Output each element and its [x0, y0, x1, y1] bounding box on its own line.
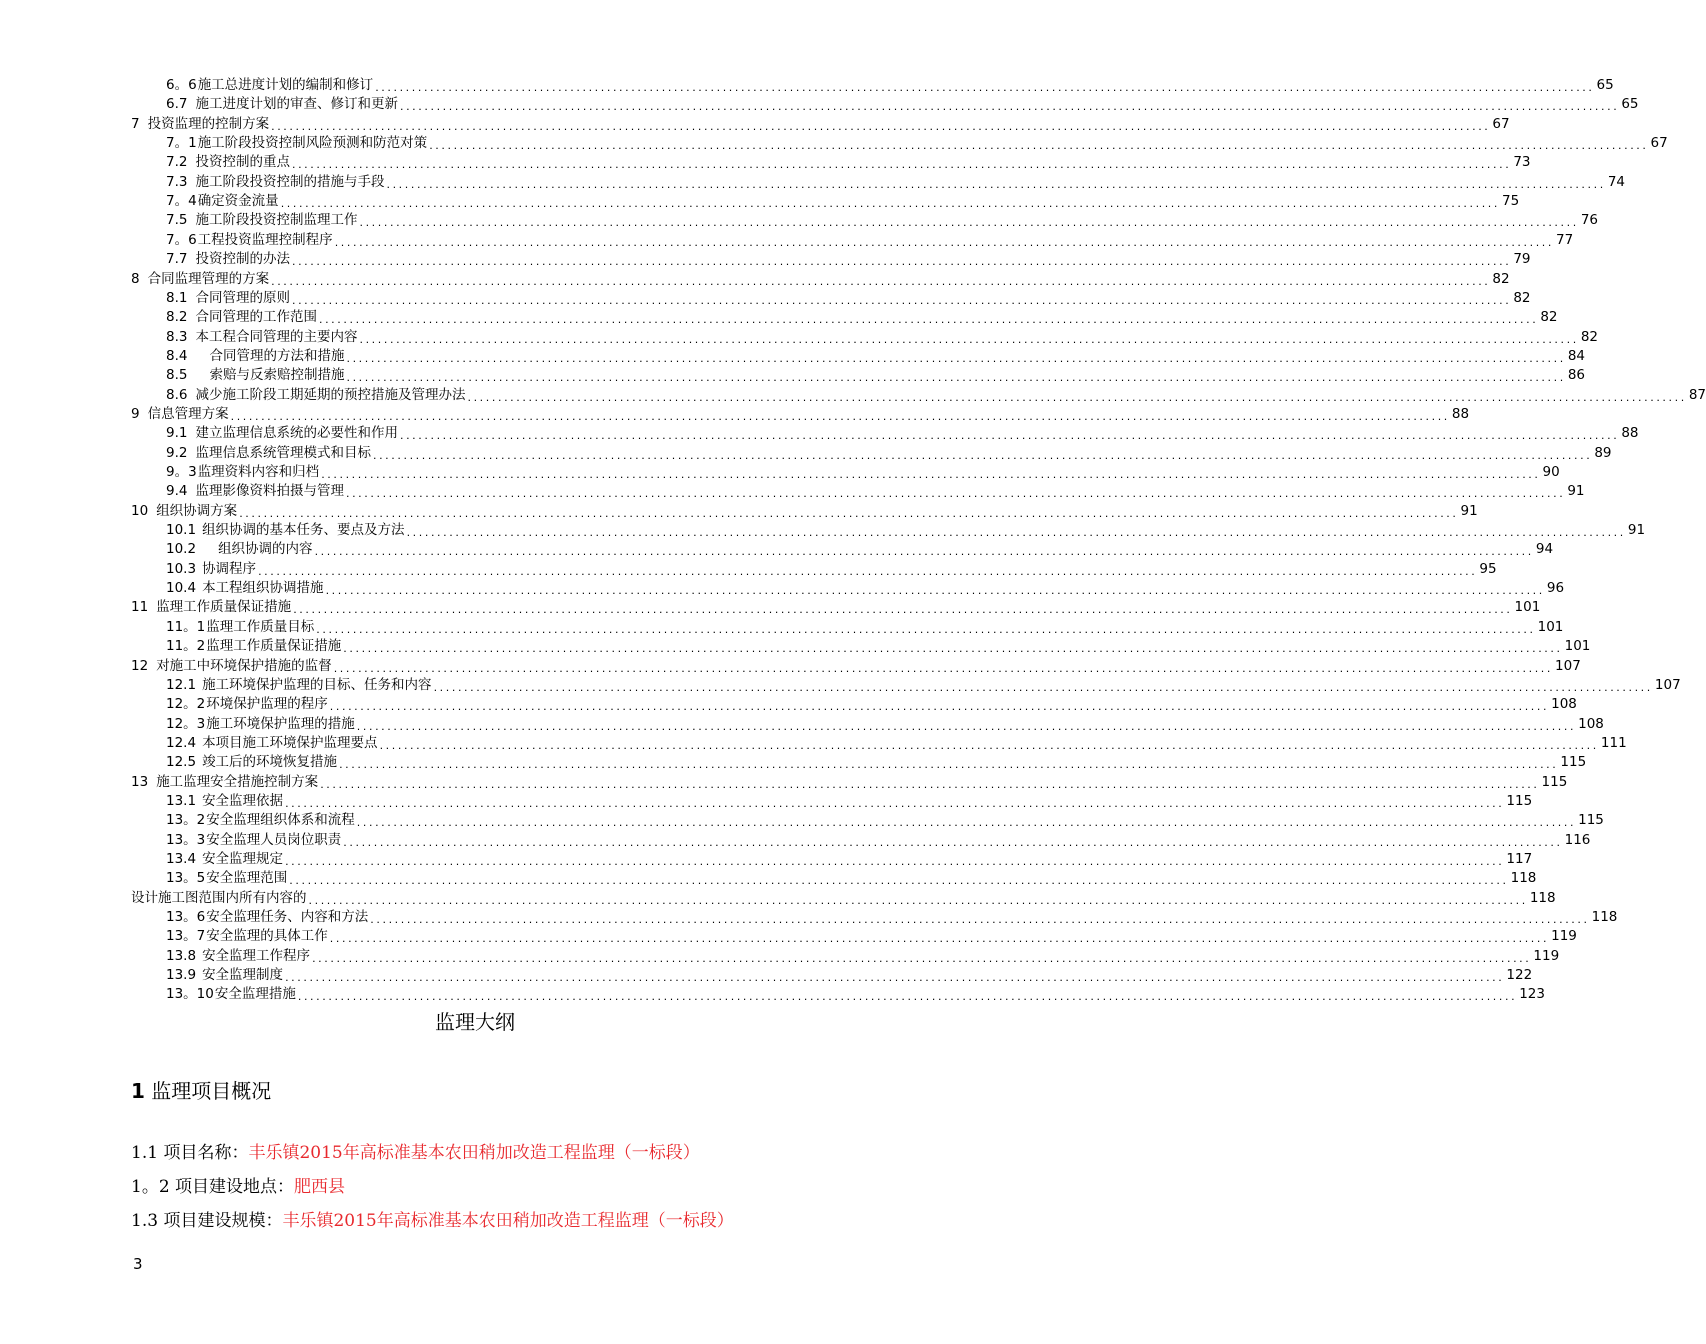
toc-entry-number: 7.5 [166, 212, 188, 229]
toc-entry-number: 13。10 [166, 986, 214, 1003]
toc-entry-number: 9 [131, 405, 140, 422]
toc-entry-title: 施工监理安全措施控制方案 [156, 773, 319, 790]
toc-entry-title: 监理工作质量保证措施 [156, 599, 292, 616]
toc-entry-title: 合同监理管理的方案 [147, 270, 270, 287]
toc-entry-number: 6.7 [166, 96, 188, 113]
toc-entry-title: 安全监理任务、内容和方法 [206, 909, 369, 926]
section-number: 1 [131, 1079, 145, 1103]
document-title: 监理大纲 [435, 1010, 515, 1034]
toc-entry-title: 减少施工阶段工期延期的预控措施及管理办法 [195, 386, 466, 403]
toc-entry-page: 82 [1492, 270, 1510, 287]
toc-entry-title: 施工阶段投资控制的措施与手段 [195, 173, 385, 190]
toc-entry[interactable] [166, 366, 1585, 385]
toc-entry[interactable] [166, 231, 1574, 250]
toc-entry-page: 119 [1551, 928, 1577, 945]
toc-entry-page: 118 [1529, 889, 1556, 906]
toc-entry-title: 安全监理规定 [202, 851, 284, 867]
toc-entry-number: 13.8 [166, 947, 197, 964]
toc-entry-title: 竣工后的环境恢复措施 [202, 754, 338, 771]
toc-entry-number: 10.2 [166, 541, 197, 558]
toc-entry-page: 117 [1506, 851, 1533, 867]
toc-entry-title: 设计施工图范围内所有内容的 [131, 889, 307, 906]
toc-entry[interactable] [166, 173, 1625, 192]
toc-entry[interactable] [166, 482, 1585, 501]
toc-leader-dots: ........................................................................................................................................................................................................ [271, 119, 1491, 133]
toc-leader-dots: ........................................................................................................................................................................................................ [285, 796, 1505, 810]
toc-leader-dots: ........................................................................................................................................................................................................ [239, 506, 1459, 520]
toc-leader-dots: ........................................................................................................................................................................................................ [291, 293, 1512, 307]
toc-entry[interactable] [166, 153, 1531, 172]
toc-entry-title: 对施工中环境保护措施的监督 [156, 657, 332, 674]
toc-entry-page: 91 [1567, 483, 1585, 500]
toc-entry-page: 77 [1556, 231, 1574, 248]
toc-entry[interactable] [166, 831, 1591, 850]
toc-entry-page: 101 [1564, 638, 1591, 655]
toc-entry-number: 8 [131, 270, 140, 287]
toc-leader-dots: ........................................................................................................................................................................................................ [258, 564, 1478, 578]
toc-leader-dots: ........................................................................................................................................................................................................ [329, 932, 1550, 946]
project-name-value: 丰乐镇2015年高标准基本农田稍加改造工程监理（一标段） [248, 1143, 700, 1163]
toc-entry-title: 监理工作质量目标 [206, 618, 315, 635]
project-location-label: 1。2 项目建设地点： [131, 1177, 295, 1197]
toc-entry[interactable] [131, 405, 1470, 424]
toc-entry[interactable] [166, 192, 1520, 211]
toc-leader-dots: ........................................................................................................................................................................................................ [372, 448, 1593, 462]
toc-entry[interactable] [131, 773, 1568, 792]
toc-entry[interactable] [166, 95, 1639, 114]
toc-entry-page: 90 [1542, 464, 1560, 480]
toc-entry-title: 安全监理制度 [202, 967, 284, 984]
toc-leader-dots: ........................................................................................................................................................................................................ [399, 100, 1620, 114]
toc-entry[interactable] [166, 850, 1533, 869]
toc-entry-page: 88 [1621, 425, 1639, 442]
toc-entry-title: 确定资金流量 [197, 193, 279, 210]
toc-entry[interactable] [166, 734, 1627, 753]
toc-entry-number: 9.4 [166, 483, 188, 500]
toc-entry-number: 8.4 [166, 347, 188, 364]
toc-entry[interactable] [166, 134, 1668, 153]
toc-entry-title: 施工环境保护监理的措施 [206, 715, 355, 732]
page-number: 3 [133, 1255, 143, 1273]
toc-entry-number: 11。1 [166, 618, 206, 635]
toc-leader-dots: ........................................................................................................................................................................................................ [356, 816, 1577, 830]
toc-entry-title: 安全监理范围 [206, 870, 288, 887]
toc-leader-dots: ........................................................................................................................................................................................................ [329, 700, 1550, 714]
toc-entry-title: 协调程序 [202, 560, 257, 577]
toc-entry-page: 96 [1546, 580, 1565, 597]
toc-entry-number: 9.2 [166, 444, 188, 461]
toc-entry-number: 8.1 [166, 289, 188, 306]
toc-entry-page: 91 [1627, 522, 1646, 539]
toc-leader-dots: ........................................................................................................................................................................................................ [467, 390, 1687, 404]
toc-entry-number: 8.3 [166, 328, 188, 345]
toc-entry-page: 115 [1560, 754, 1587, 771]
project-scale-line [131, 1206, 734, 1231]
toc-entry[interactable] [166, 618, 1564, 637]
project-scale-value: 丰乐镇2015年高标准基本农田稍加改造工程监理（一标段） [282, 1211, 734, 1231]
toc-entry-title: 监理影像资料拍摄与管理 [195, 483, 344, 500]
toc-entry[interactable] [166, 579, 1565, 598]
toc-entry[interactable] [166, 695, 1577, 714]
toc-entry[interactable] [166, 76, 1614, 95]
toc-entry-number: 7.3 [166, 173, 188, 190]
toc-leader-dots: ........................................................................................................................................................................................................ [289, 874, 1509, 888]
toc-entry-page: 74 [1607, 173, 1625, 190]
toc-leader-dots: ........................................................................................................................................................................................................ [320, 777, 1540, 791]
toc-entry-title: 安全监理依据 [202, 792, 284, 809]
toc-entry-title: 安全监理工作程序 [202, 947, 311, 964]
toc-leader-dots: ........................................................................................................................................................................................................ [356, 719, 1577, 733]
toc-entry-number: 10 [131, 502, 149, 519]
toc-entry-page: 108 [1578, 715, 1604, 732]
toc-entry-page: 115 [1541, 773, 1568, 790]
toc-entry-title: 投资控制的办法 [195, 251, 290, 268]
toc-entry-title: 信息管理方案 [147, 405, 229, 422]
toc-leader-dots: ........................................................................................................................................................................................................ [291, 255, 1512, 269]
toc-entry-page: 107 [1654, 676, 1681, 693]
toc-entry-page: 84 [1567, 347, 1585, 364]
toc-entry-number: 13。3 [166, 831, 206, 848]
toc-entry-page: 67 [1492, 115, 1510, 132]
toc-entry-number: 7.7 [166, 251, 188, 268]
toc-entry-number: 6。6 [166, 77, 197, 93]
toc-entry-page: 107 [1555, 657, 1581, 674]
toc-entry-number: 12.1 [166, 676, 197, 693]
section-heading [131, 1075, 271, 1104]
toc-entry-number: 12。2 [166, 696, 206, 713]
toc-entry[interactable] [166, 869, 1537, 888]
toc-entry-title: 施工总进度计划的编制和修订 [197, 77, 374, 93]
toc-leader-dots: ........................................................................................................................................................................................................ [333, 661, 1554, 675]
toc-entry[interactable] [166, 386, 1706, 405]
toc-leader-dots: ........................................................................................................................................................................................................ [346, 351, 1566, 365]
toc-entry[interactable] [166, 676, 1681, 695]
toc-entry-number: 7.2 [166, 154, 188, 171]
toc-entry[interactable] [131, 115, 1510, 134]
toc-entry-page: 76 [1580, 212, 1598, 229]
toc-entry-page: 65 [1621, 96, 1639, 113]
toc-leader-dots: ........................................................................................................................................................................................................ [285, 971, 1505, 985]
toc-entry-page: 108 [1551, 696, 1577, 713]
toc-entry-page: 118 [1591, 909, 1618, 926]
toc-entry[interactable] [166, 347, 1585, 366]
toc-entry-page: 95 [1479, 560, 1497, 577]
toc-entry-number: 13。5 [166, 870, 206, 887]
toc-entry-page: 115 [1506, 792, 1533, 809]
toc-entry-page: 123 [1519, 986, 1545, 1003]
toc-entry-title: 安全监理人员岗位职责 [206, 831, 342, 848]
toc-entry-page: 116 [1564, 831, 1591, 848]
toc-leader-dots: ........................................................................................................................................................................................................ [375, 81, 1595, 94]
toc-leader-dots: ........................................................................................................................................................................................................ [334, 235, 1555, 249]
toc-entry-page: 82 [1540, 309, 1558, 326]
toc-entry-title: 工程投资监理控制程序 [197, 231, 333, 248]
project-name-label: 1.1 项目名称： [131, 1143, 249, 1163]
toc-entry-title: 本工程组织协调措施 [202, 580, 324, 597]
toc-leader-dots: ........................................................................................................................................................................................................ [343, 835, 1563, 849]
toc-entry-number: 7。4 [166, 193, 197, 210]
toc-entry-title: 组织协调的基本任务、要点及方法 [202, 522, 405, 539]
toc-entry-page: 65 [1596, 77, 1614, 93]
toc-entry-page: 73 [1513, 154, 1531, 171]
toc-entry-number: 13.1 [166, 792, 197, 809]
toc-entry[interactable] [166, 560, 1497, 579]
toc-leader-dots: ........................................................................................................................................................................................................ [339, 758, 1559, 772]
toc-entry[interactable] [166, 908, 1618, 927]
toc-entry-title: 施工阶段投资控制风险预测和防范对策 [197, 135, 428, 152]
toc-entry[interactable] [166, 540, 1554, 559]
toc-leader-dots: ........................................................................................................................................................................................................ [297, 990, 1518, 1004]
toc-leader-dots: ........................................................................................................................................................................................................ [325, 584, 1545, 598]
toc-leader-dots: ........................................................................................................................................................................................................ [429, 139, 1649, 153]
toc-entry-page: 111 [1600, 734, 1627, 751]
toc-entry-title: 安全监理措施 [214, 986, 296, 1003]
toc-entry[interactable] [166, 753, 1587, 772]
toc-leader-dots: ........................................................................................................................................................................................................ [359, 332, 1579, 346]
toc-entry-number: 10.1 [166, 522, 197, 539]
toc-entry[interactable] [166, 811, 1604, 830]
toc-entry-number: 11。2 [166, 638, 206, 655]
toc-entry[interactable] [166, 444, 1612, 463]
toc-entry-page: 79 [1513, 251, 1531, 268]
toc-entry-number: 8.2 [166, 309, 188, 326]
toc-entry-title: 组织协调的内容 [218, 541, 313, 558]
toc-entry-page: 75 [1502, 193, 1520, 210]
toc-entry-number: 8.6 [166, 386, 188, 403]
toc-entry-number: 10.4 [166, 580, 197, 597]
section-title: 监理项目概况 [151, 1079, 272, 1103]
toc-leader-dots: ........................................................................................................................................................................................................ [314, 545, 1534, 559]
toc-leader-dots: ........................................................................................................................................................................................................ [316, 622, 1536, 636]
toc-entry-page: 82 [1513, 289, 1531, 306]
toc-entry[interactable] [166, 250, 1531, 269]
toc-entry[interactable] [166, 985, 1545, 1004]
toc-entry-number: 9.1 [166, 425, 188, 442]
toc-entry-page: 82 [1580, 328, 1598, 345]
toc-leader-dots: ........................................................................................................................................................................................................ [280, 197, 1501, 211]
toc-entry-number: 12。3 [166, 715, 206, 732]
toc-leader-dots: ........................................................................................................................................................................................................ [271, 274, 1491, 288]
toc-entry-number: 8.5 [166, 367, 188, 384]
toc-entry[interactable] [166, 792, 1533, 811]
toc-entry-title: 索赔与反索赔控制措施 [209, 367, 345, 384]
toc-entry-number: 12.5 [166, 754, 197, 771]
toc-entry-title: 本项目施工环境保护监理要点 [202, 734, 378, 751]
toc-leader-dots: ........................................................................................................................................................................................................ [321, 468, 1541, 481]
toc-entry-page: 94 [1535, 541, 1554, 558]
toc-leader-dots: ........................................................................................................................................................................................................ [312, 951, 1532, 965]
toc-entry-number: 7。6 [166, 231, 197, 248]
toc-leader-dots: ........................................................................................................................................................................................................ [433, 680, 1653, 694]
toc-leader-dots: ........................................................................................................................................................................................................ [293, 603, 1513, 617]
toc-entry-title: 合同管理的工作范围 [195, 309, 317, 326]
toc-leader-dots: ........................................................................................................................................................................................................ [379, 738, 1599, 752]
toc-leader-dots: ........................................................................................................................................................................................................ [308, 893, 1528, 907]
toc-entry[interactable] [166, 328, 1598, 347]
toc-leader-dots: ........................................................................................................................................................................................................ [370, 913, 1590, 927]
toc-entry-number: 7 [131, 115, 140, 132]
toc-entry-number: 12 [131, 657, 149, 674]
toc-entry-title: 监理信息系统管理模式和目标 [195, 444, 371, 461]
toc-entry-page: 91 [1460, 502, 1478, 519]
toc-entry-page: 101 [1537, 618, 1564, 635]
toc-leader-dots: ........................................................................................................................................................................................................ [406, 526, 1626, 540]
toc-entry-title: 监理资料内容和归档 [197, 464, 320, 480]
toc-entry-number: 13.4 [166, 851, 197, 867]
toc-entry-title: 组织协调方案 [156, 502, 238, 519]
toc-entry-number: 13.9 [166, 967, 197, 984]
toc-entry[interactable] [166, 463, 1560, 482]
toc-entry[interactable] [166, 637, 1591, 656]
toc-entry[interactable] [166, 289, 1531, 308]
toc-entry-page: 88 [1451, 405, 1470, 422]
toc-entry[interactable] [131, 502, 1478, 521]
project-name-line [131, 1138, 700, 1163]
toc-entry-title: 安全监理组织体系和流程 [206, 812, 355, 829]
toc-leader-dots: ........................................................................................................................................................................................................ [386, 177, 1606, 191]
toc-entry-title: 合同管理的方法和措施 [209, 347, 345, 364]
toc-entry[interactable] [166, 947, 1560, 966]
toc-entry[interactable] [166, 424, 1639, 443]
toc-leader-dots: ........................................................................................................................................................................................................ [346, 371, 1566, 385]
toc-entry-number: 7。1 [166, 135, 197, 152]
toc-entry-title: 合同管理的原则 [195, 289, 290, 306]
toc-entry-title: 建立监理信息系统的必要性和作用 [195, 425, 398, 442]
toc-entry[interactable] [131, 598, 1541, 617]
toc-leader-dots: ........................................................................................................................................................................................................ [359, 216, 1579, 230]
toc-leader-dots: ........................................................................................................................................................................................................ [345, 487, 1566, 501]
toc-entry[interactable] [131, 657, 1581, 676]
toc-leader-dots: ........................................................................................................................................................................................................ [291, 158, 1512, 172]
toc-entry-number: 9。3 [166, 464, 197, 480]
toc-entry[interactable] [166, 966, 1533, 985]
project-location-value: 肥西县 [294, 1177, 346, 1197]
toc-entry[interactable] [166, 715, 1604, 734]
toc-entry-page: 86 [1567, 367, 1585, 384]
toc-entry[interactable] [131, 270, 1510, 289]
toc-entry-page: 89 [1594, 444, 1612, 461]
toc-entry[interactable] [166, 308, 1558, 327]
project-location-line [131, 1172, 345, 1197]
toc-entry-title: 环境保护监理的程序 [206, 696, 328, 713]
toc-entry-page: 115 [1578, 812, 1604, 829]
toc-entry-title: 施工环境保护监理的目标、任务和内容 [202, 676, 432, 693]
toc-entry-title: 监理工作质量保证措施 [206, 638, 342, 655]
toc-entry-page: 101 [1514, 599, 1541, 616]
toc-entry-title: 施工进度计划的审查、修订和更新 [195, 96, 398, 113]
toc-entry-title: 投资控制的重点 [195, 154, 290, 171]
toc-entry-number: 13。6 [166, 909, 206, 926]
toc-entry-number: 13 [131, 773, 149, 790]
toc-entry[interactable] [166, 521, 1646, 540]
toc-entry-page: 87 [1688, 386, 1706, 403]
toc-entry-title: 施工阶段投资控制监理工作 [195, 212, 358, 229]
toc-entry-number: 10.3 [166, 560, 197, 577]
toc-entry[interactable] [131, 889, 1556, 908]
toc-leader-dots: ........................................................................................................................................................................................................ [285, 855, 1505, 868]
toc-leader-dots: ........................................................................................................................................................................................................ [318, 313, 1539, 327]
toc-entry-title: 安全监理的具体工作 [206, 928, 328, 945]
toc-entry-number: 13。2 [166, 812, 206, 829]
toc-entry-number: 12.4 [166, 734, 197, 751]
toc-leader-dots: ........................................................................................................................................................................................................ [230, 409, 1450, 423]
toc-entry-title: 本工程合同管理的主要内容 [195, 328, 358, 345]
toc-entry-number: 11 [131, 599, 149, 616]
toc-entry-title: 投资监理的控制方案 [147, 115, 270, 132]
toc-entry-number: 13。7 [166, 928, 206, 945]
toc-entry[interactable] [166, 211, 1598, 230]
toc-entry[interactable] [166, 927, 1577, 946]
toc-entry-page: 119 [1533, 947, 1560, 964]
project-scale-label: 1.3 项目建设规模： [131, 1211, 283, 1231]
toc-entry-page: 122 [1506, 967, 1533, 984]
toc-leader-dots: ........................................................................................................................................................................................................ [343, 642, 1563, 656]
toc-leader-dots: ........................................................................................................................................................................................................ [399, 429, 1620, 443]
toc-entry-page: 67 [1650, 135, 1668, 152]
toc-entry-page: 118 [1510, 870, 1537, 887]
